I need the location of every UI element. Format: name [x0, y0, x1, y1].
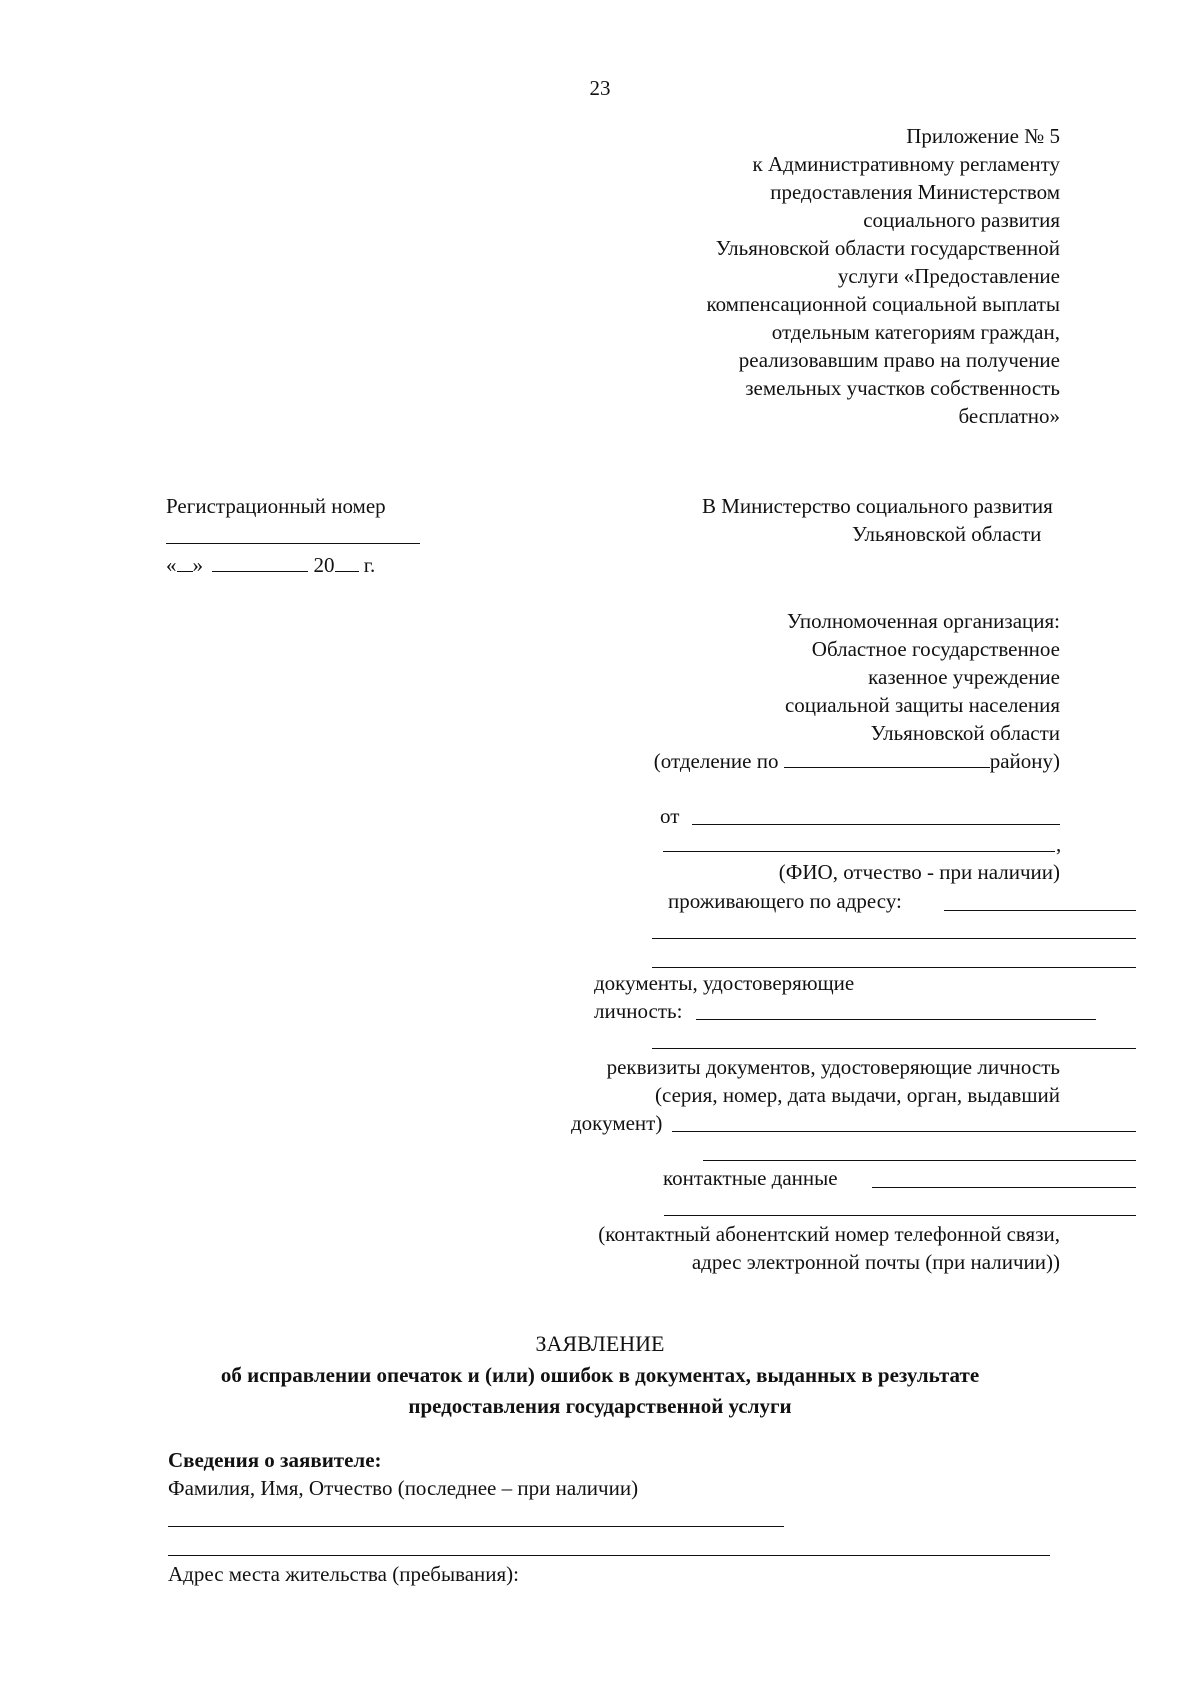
address-field-line-3[interactable] [652, 967, 1136, 968]
from-comma: , [1056, 832, 1062, 856]
year-blank [335, 553, 359, 572]
organization-line: Областное государственное [811, 637, 1060, 661]
id-docs-label-2: личность: [594, 999, 683, 1023]
appendix-line: бесплатно» [958, 404, 1060, 428]
appendix-line: Ульяновской области государственной [715, 236, 1060, 260]
appendix-block [706, 122, 1060, 430]
registration-date [166, 551, 375, 579]
statement-subtitle-2: предоставления государственной услуги [408, 1394, 792, 1418]
date-quote-open: « [166, 553, 177, 577]
applicant-fio-line-1[interactable] [168, 1526, 784, 1527]
contacts-hint-2: адрес электронной почты (при наличии)) [691, 1250, 1060, 1274]
contacts-field-line-2[interactable] [664, 1215, 1136, 1216]
id-details-label-1: реквизиты документов, удостоверяющие личность [606, 1055, 1060, 1079]
year-prefix: 20 [313, 553, 335, 577]
date-quote-close: » [192, 553, 203, 577]
registration-label: Регистрационный номер [166, 494, 386, 518]
contacts-hint-1: (контактный абонентский номер телефонной связи, [598, 1222, 1060, 1246]
appendix-line: услуги «Предоставление [837, 264, 1060, 288]
registration-number-line [166, 543, 420, 544]
address-field-line-1[interactable] [944, 910, 1136, 911]
organization-line: Ульяновской области [870, 721, 1060, 745]
appendix-line: реализовавшим право на получение [738, 348, 1060, 372]
organization-line: Уполномоченная организация: [786, 609, 1060, 633]
appendix-line: социального развития [863, 208, 1060, 232]
year-suffix: г. [363, 553, 376, 577]
id-docs-field-line-1[interactable] [696, 1019, 1096, 1020]
applicant-address-label: Адрес места жительства (пребывания): [168, 1562, 520, 1586]
applicant-info-heading: Сведения о заявителе: [168, 1448, 382, 1472]
day-blank [177, 553, 193, 572]
organization-branch [654, 747, 1060, 775]
statement-subtitle-1: об исправлении опечаток и (или) ошибок в документах, выданных в результате [220, 1363, 980, 1387]
address-label: проживающего по адресу: [668, 889, 902, 913]
id-details-label-3: документ) [571, 1111, 663, 1135]
branch-blank[interactable] [784, 749, 990, 768]
recipient-line-2: Ульяновской области [852, 522, 1042, 546]
id-details-field-line-1[interactable] [672, 1131, 1136, 1132]
organization-line: казенное учреждение [868, 665, 1060, 689]
from-field-line-1[interactable] [692, 824, 1060, 825]
id-docs-label-1: документы, удостоверяющие [594, 971, 855, 995]
address-field-line-2[interactable] [652, 938, 1136, 939]
applicant-fio-label: Фамилия, Имя, Отчество (последнее – при наличии) [168, 1476, 639, 1500]
appendix-line: компенсационной социальной выплаты [706, 292, 1060, 316]
applicant-fio-line-2[interactable] [168, 1555, 1050, 1556]
from-field-line-2[interactable] [663, 851, 1055, 852]
contacts-field-line-1[interactable] [872, 1187, 1136, 1188]
from-label: от [660, 804, 680, 828]
organization-line: социальной защиты населения [784, 693, 1060, 717]
appendix-line: предоставления Министерством [770, 180, 1060, 204]
contacts-label: контактные данные [663, 1166, 838, 1190]
page-number: 23 [589, 76, 611, 100]
organization-block [654, 607, 1060, 775]
appendix-line: Приложение № 5 [906, 124, 1060, 148]
id-details-field-line-2[interactable] [703, 1160, 1136, 1161]
id-details-label-2: (серия, номер, дата выдачи, орган, выдавший [655, 1083, 1060, 1107]
branch-prefix: (отделение по [653, 749, 779, 773]
appendix-line: отдельным категориям граждан, [771, 320, 1060, 344]
recipient-line-1: В Министерство социального развития [702, 494, 1053, 518]
appendix-line: к Административному регламенту [752, 152, 1060, 176]
appendix-line: земельных участков собственность [745, 376, 1060, 400]
statement-title: ЗАЯВЛЕНИЕ [535, 1331, 665, 1356]
id-docs-field-line-2[interactable] [652, 1048, 1136, 1049]
fio-hint: (ФИО, отчество - при наличии) [778, 860, 1060, 884]
branch-suffix: району) [989, 749, 1060, 773]
month-blank [212, 553, 308, 572]
